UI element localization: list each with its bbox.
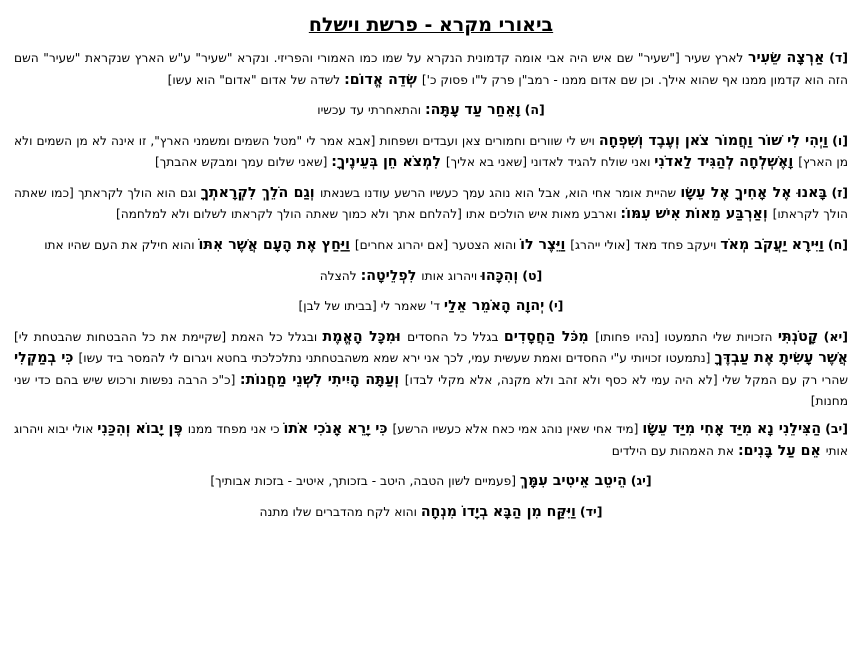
verse-marker: [ד)	[829, 50, 848, 65]
verse-marker: [יא)	[823, 328, 848, 344]
verse-gloss: [פעמיים לשון הטבה, היטב - בזכותך, איטיב - בזכות אבותיך]	[210, 474, 520, 489]
verse-entry	[14, 235, 848, 257]
verse-entry	[14, 48, 848, 91]
verse-lemma: וַיְהִי לִי שׁוֹר וַחֲמוֹר צֹאן וְעֶבֶד וְשִׁפְחָה	[598, 132, 829, 149]
verse-gloss: להצלה	[319, 268, 361, 283]
verse-marker: [ה)	[524, 102, 545, 118]
verse-lemma: וַיַּחַץ אֶת הָעָם אֲשֶׁר אִתּוֹ	[198, 237, 355, 254]
verse-lemma: יְהוָה הָאֹמֵר אֵלַי	[443, 298, 545, 315]
verse-gloss: אולי יבוא ויהרוג אותי	[14, 422, 848, 458]
verse-entry	[14, 502, 848, 524]
verse-gloss: והוא לקח מהדברים שלו מתנה	[259, 504, 421, 519]
verse-entry	[14, 296, 848, 318]
verse-lemma: בָּאנוּ אֶל אָחִיךָ אֶל עֵשָׂו	[680, 184, 828, 201]
verse-gloss: כי אני מפחד ממנו	[187, 422, 284, 437]
verse-gloss: ד' שאמר לי [בביתו של לבן]	[298, 299, 444, 314]
verse-lemma: אֲשֶׁר עָשִׂיתָ אֶת עַבְדֶּךָ	[714, 350, 849, 367]
verse-marker: [יד)	[579, 503, 603, 519]
verse-lemma: לִמְצֹא חֵן בְּעֵינֶיךָ:	[331, 154, 446, 171]
verse-lemma: וַיִּקַּח מִן הַבָּא בְיָדוֹ מִנְחָה	[420, 503, 576, 520]
verse-lemma: וָאֶשְׁלְחָה לְהַגִּיד לַאדֹנִי	[654, 154, 799, 171]
entry-list	[14, 48, 848, 524]
verse-lemma: וְגַם הֹלֵךְ לִקְרָאתְךָ	[200, 184, 320, 201]
verse-lemma: וָאֵחַר עַד עָתָּה:	[424, 102, 521, 119]
verse-gloss: ואני שולח להגיד לאדוני [שאני בא אליך]	[445, 155, 655, 170]
verse-gloss: [נתמעטו זכויותי ע"י החסדים ואמת שעשית עמי, לכך אני ירא שמא משהבטחתני נתלכלכתי בחטא ויגרום לי להמסר ביד עשו]	[78, 351, 715, 366]
verse-gloss: הזכויות שלי התמעטו [נהיו פחותו]	[595, 329, 778, 344]
verse-gloss: ויש לי שוורים וחמורים צאן ועבדים ושפחות [אבא אמר לי "מטל השמים ומשמני הארץ", זו אינה לא מן	[76, 133, 599, 148]
verse-gloss: [שאני שלום עמך ומבקש אהבתך]	[154, 155, 332, 170]
verse-lemma: קָטֹנְתִּי	[777, 328, 819, 345]
verse-gloss: שהיית אומר אחי הוא, אבל הוא נוהג עמך כעשיו הרשע עודנו בשנאתו	[319, 185, 681, 200]
verse-entry	[14, 419, 848, 462]
verse-entry	[14, 100, 848, 122]
verse-lemma: וְהִכָּהוּ	[481, 267, 519, 284]
verse-entry	[14, 327, 848, 410]
verse-gloss: השמים ולא מן הארץ]	[14, 133, 848, 170]
verse-lemma: וַיִּירָא יַעֲקֹב מְאֹד	[720, 237, 824, 254]
verse-gloss: [כ"כ הרבה נפשות ורכוש שיש בהם כדי שני מחנות]	[14, 372, 848, 408]
verse-gloss: שהרי רק עם המקל שלי [לא היה עמי לא כסף ולא זהב ולא מקנה, אלא מקלי לבדו]	[404, 372, 848, 387]
verse-lemma: מִכֹּל הַחֲסָדִים	[503, 328, 596, 345]
verse-gloss: וגם הוא הולך לקראתך [כמו שאתה הולך לקראתו]	[14, 185, 848, 222]
verse-marker: [ח)	[827, 237, 848, 253]
verse-lemma: הַצִּילֵנִי נָא מִיַּד אָחִי מִיַּד עֵשָׂו	[642, 421, 822, 438]
verse-lemma: לִפְלֵיטָה:	[360, 267, 422, 284]
verse-gloss: ויעקב פחד מאד [אולי ייהרג]	[570, 238, 721, 253]
verse-gloss: את האמהות עם הילדים	[611, 443, 738, 458]
verse-gloss: ובגלל כל האמת [שקיימת את כל ההבטחות שהבטחת לי]	[14, 329, 323, 344]
verse-gloss: ויהרוג אותו	[421, 268, 482, 283]
verse-lemma: פֶּן יָבוֹא וְהִכַּנִי	[97, 421, 188, 438]
verse-marker: [יג)	[630, 473, 652, 489]
verse-gloss: לארץ שעיר ["שעיר" שם איש היה אבי אומה קדמונית הנקרא על שמו כמו האמורי והפריזי. ונקרא "שעיר" ע"ש הארץ שנקראת "שעיר" השם הזה	[14, 51, 848, 87]
verse-entry	[14, 131, 848, 174]
verse-entry	[14, 266, 848, 288]
verse-marker: [ט)	[522, 267, 543, 283]
verse-lemma: אַרְצָה שֵׂעִיר	[747, 50, 825, 66]
verse-gloss: והוא הצטער [אם יהרוג אחרים]	[354, 238, 521, 253]
verse-marker: [ו)	[832, 132, 848, 148]
verse-gloss: והתאחרתי עד עכשיו	[317, 103, 425, 118]
verse-lemma: הֵיטֵב אֵיטִיב עִמָּךְ	[519, 473, 627, 490]
verse-gloss: [מיד אחי שאין נוהג אמי כאח אלא כעשיו הרשע]	[392, 422, 643, 437]
verse-entry	[14, 183, 848, 226]
verse-lemma: וּמִכָּל הָאֱמֶת	[322, 328, 408, 345]
verse-lemma: וַיֵּצֶר לוֹ	[520, 237, 571, 254]
verse-lemma: וְעַתָּה הָיִיתִי לִשְׁנֵי מַחֲנוֹת:	[239, 371, 405, 388]
verse-marker: [יב)	[825, 421, 848, 437]
verse-marker: [ז)	[831, 184, 848, 200]
verse-marker: [י)	[548, 298, 564, 314]
verse-lemma: כִּי יָרֵא אָנֹכִי אֹתוֹ	[283, 421, 393, 438]
verse-lemma: שְׂדֵה אֱדוֹם:	[344, 71, 422, 88]
page-title: ביאורי מקרא - פרשת וישלח	[308, 14, 554, 36]
verse-gloss: וארבע מאות איש הולכים אתו [להלחם אתך ולא כמוך שאתה הולך לקראתו לשלום ולא למלחמה]	[115, 207, 621, 222]
verse-lemma: אֵם עַל בָּנִים:	[737, 442, 826, 459]
verse-lemma: כִּי בְמַקְלִי	[14, 350, 79, 367]
verse-lemma: וְאַרְבַּע מֵאוֹת אִישׁ עִמּוֹ:	[620, 206, 773, 223]
verse-gloss: והוא חילק את העם שהיו אתו	[44, 238, 199, 253]
verse-gloss: הוא קדמון ממנו אף שהוא אילך. וכן שם אדום ממנו - רמב"ן פרק ל"ו פסוק כ']	[421, 72, 828, 87]
verse-gloss: בגלל כל החסדים	[407, 329, 504, 344]
verse-entry	[14, 471, 848, 493]
verse-gloss: לשדה של אדום "אדום" הוא עשו]	[167, 72, 345, 87]
